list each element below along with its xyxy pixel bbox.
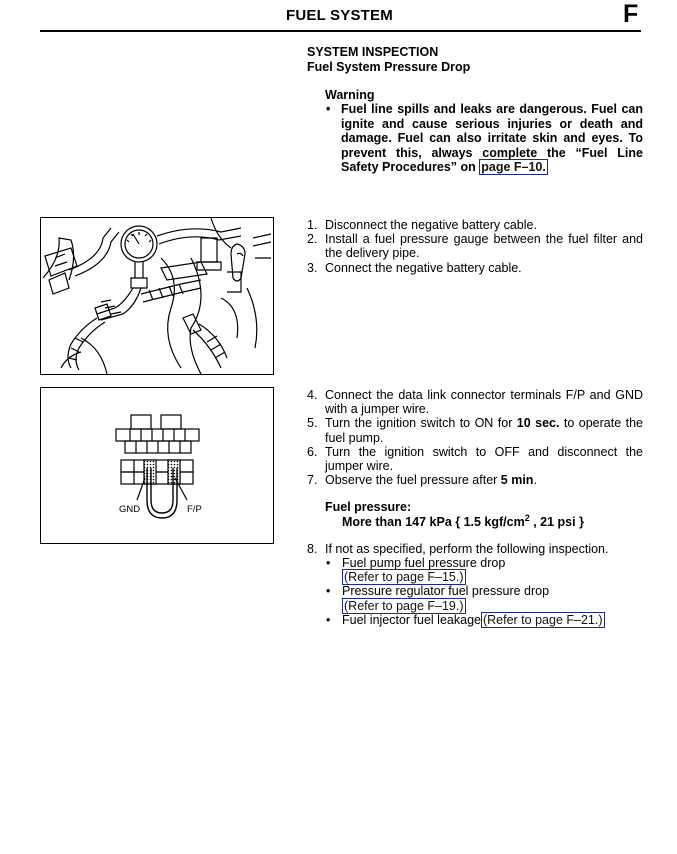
- step-text-bold: 10 sec.: [516, 416, 560, 431]
- step-text-post: to operate the fuel pump.: [325, 416, 643, 445]
- warning-text: [341, 102, 643, 175]
- step-number: 2.: [307, 232, 318, 247]
- steps-group-3: [307, 542, 643, 556]
- step-item: [307, 416, 643, 444]
- section-subtitle: Fuel System Pressure Drop: [307, 60, 471, 74]
- step-text-pre: Observe the fuel pressure after: [325, 473, 501, 488]
- step-item: [307, 218, 643, 232]
- refer-link-f21[interactable]: (Refer to page F–21.): [482, 612, 603, 627]
- section-title: SYSTEM INSPECTION: [307, 45, 439, 59]
- warning-page-link[interactable]: page F–10.: [481, 160, 546, 175]
- inspection-label: Fuel injector fuel leakage: [342, 612, 481, 627]
- inspection-label: Pressure regulator fuel pressure drop: [342, 584, 550, 599]
- warning-body-text: Fuel line spills and leaks are dangerous. Fuel can ignite and cause serious injuries or death and damage. Fuel can also irritate skin and eyes. To prevent this, always complete the “Fuel Line Safety Procedures” on: [341, 102, 643, 175]
- step-item: [307, 473, 643, 487]
- spec-label: Fuel pressure:: [325, 500, 412, 514]
- steps-group-2: [307, 388, 643, 487]
- step-item: [307, 445, 643, 473]
- step-item: [307, 232, 643, 260]
- gauge-installation-drawing: [41, 218, 273, 374]
- figure-data-link-connector: [40, 387, 274, 544]
- connector-drawing: [41, 388, 273, 543]
- refer-link-f15[interactable]: (Refer to page F–15.): [344, 570, 464, 585]
- inspection-list: [325, 556, 605, 627]
- bullet-icon: •: [326, 612, 331, 627]
- step-text: [325, 416, 643, 444]
- step-number: 5.: [307, 416, 318, 431]
- figure-gauge-installation: [40, 217, 274, 375]
- step-text-bold: 5 min: [500, 473, 534, 488]
- list-item: [325, 584, 605, 612]
- step-text: Install a fuel pressure gauge between the fuel filter and the delivery pipe.: [325, 232, 643, 261]
- spec-value-post: , 21 psi }: [529, 515, 584, 530]
- steps-group-1: [307, 218, 643, 275]
- step-number: 1.: [307, 218, 318, 232]
- step-number: 4.: [307, 388, 318, 402]
- step-text: Turn the ignition switch to OFF and disconnect the jumper wire.: [325, 444, 643, 474]
- gnd-label: GND: [119, 504, 141, 515]
- list-item: [325, 556, 605, 584]
- step-item: [307, 261, 643, 275]
- step-item: [307, 542, 643, 556]
- step-item: [307, 388, 643, 416]
- bullet-icon: •: [326, 584, 331, 599]
- step-text-pre: Turn the ignition switch to ON for: [325, 416, 517, 431]
- step-text: If not as specified, perform the following inspection.: [325, 542, 609, 556]
- spec-value-pre: More than 147 kPa { 1.5 kgf/cm: [342, 515, 525, 530]
- step-number: 7.: [307, 473, 318, 488]
- spec-value: [342, 513, 584, 529]
- step-text: Connect the data link connector terminals F/P and GND with a jumper wire.: [325, 388, 643, 417]
- refer-link-f19[interactable]: (Refer to page F–19.): [344, 598, 464, 613]
- warning-label: Warning: [325, 88, 375, 102]
- section-heading: [307, 45, 470, 75]
- fp-label: F/P: [187, 504, 202, 515]
- spec-value-sup: 2: [524, 513, 530, 523]
- bullet-icon: •: [326, 102, 331, 116]
- page-header-title: FUEL SYSTEM: [286, 7, 393, 24]
- inspection-label: Fuel pump fuel pressure drop: [342, 556, 506, 570]
- step-text-post: .: [533, 473, 537, 488]
- step-text: Connect the negative battery cable.: [325, 260, 522, 275]
- step-text: [325, 473, 643, 487]
- bullet-icon: •: [326, 556, 331, 570]
- list-item: [325, 613, 605, 627]
- step-number: 8.: [307, 542, 318, 556]
- step-number: 3.: [307, 260, 318, 275]
- section-letter: F: [623, 0, 639, 28]
- step-text: Disconnect the negative battery cable.: [325, 218, 537, 232]
- header-rule: [40, 30, 641, 32]
- step-number: 6.: [307, 444, 318, 459]
